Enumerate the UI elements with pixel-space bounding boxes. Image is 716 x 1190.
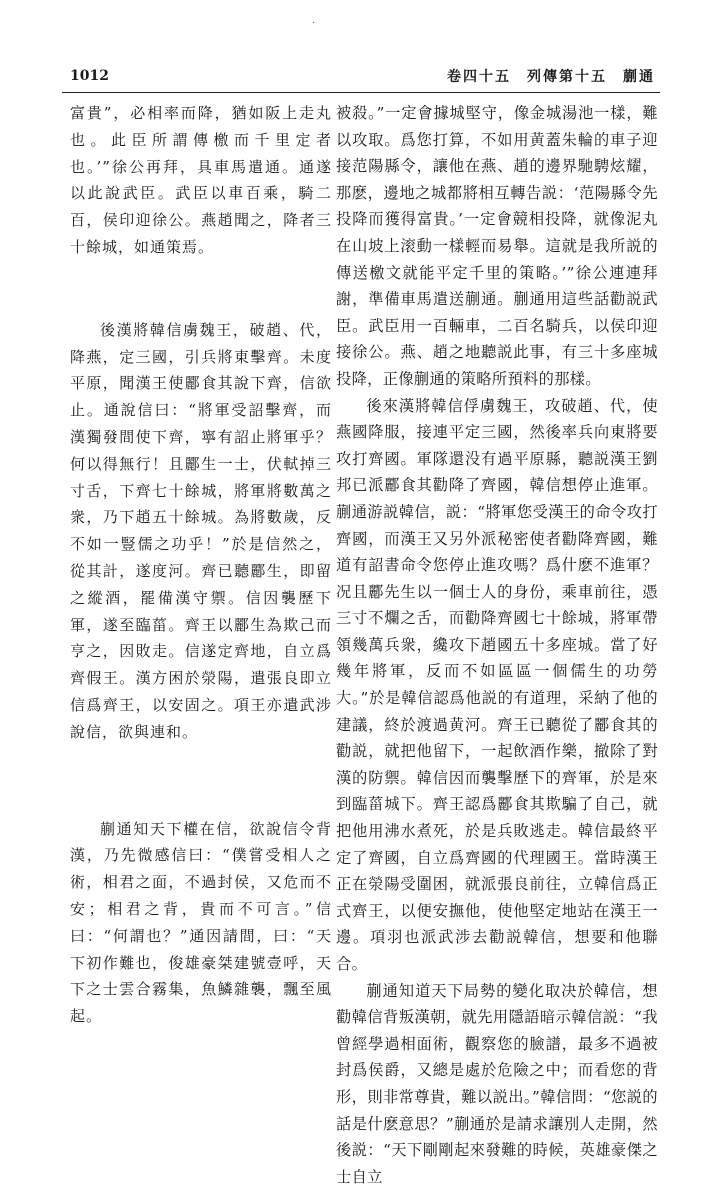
translation-column [336, 100, 658, 1186]
translation-paragraph-2: 後來漢將韓信俘虜魏王，攻破趙、代，使燕國降服，接連平定三國，然後率兵向東將要攻打齊國。軍隊還没有過平原縣，聽説漢王劉邦已派酈食其勸降了齊國，韓信想停止進軍。蒯通游説韓信，説：“將軍您受漢王的命令攻打齊國，而漢王又另外派秘密使者勸降齊國，難道有詔書命令您停止進攻嗎？爲什麽不進軍？况且酈先生以一個士人的身份，乘車前往，憑三寸不爛之舌，而勸降齊國七十餘城，將軍帶領幾萬兵衆，纔攻下趙國五十多座城。當了好幾年將軍，反而不如區區一個儒生的功勞大。”於是韓信認爲他説的有道理，采納了他的建議，終於渡過黄河。齊王已聽從了酈食其的勸説，就把他留下，一起飲酒作樂，撤除了對漢的防禦。韓信因而襲擊歷下的齊軍，於是來到臨菑城下。齊王認爲酈食其欺騙了自己，就把他用沸水煮死，於是兵敗逃走。韓信最終平定了齊國，自立爲齊國的代理國王。當時漢王正在滎陽受圍困，就派張良前往，立韓信爲正式齊王，以便安撫他，使他堅定地站在漢王一邊。項羽也派武涉去勸説韓信，想要和他聯合。 [336, 396, 658, 973]
running-head: 卷四十五 列傳第十五 蒯通 [447, 69, 655, 85]
header-rule [62, 92, 660, 93]
classical-paragraph-3: 蒯通知天下權在信，欲說信令背漢，乃先微感信曰：“僕嘗受相人之術，相君之面，不過封侯，又危而不安；相君之背，貴而不可言。”信曰：“何謂也？”通因請間，曰：“天下初作難也，俊雄豪桀建號壹呼，天下之士雲合霧集，魚鱗雜襲，飄至風起。 [70, 819, 332, 1026]
page-header [70, 64, 655, 88]
scan-mark: · [312, 18, 316, 29]
page-number: 1012 [70, 68, 109, 84]
classical-paragraph-1: 富貴”，必相率而降，猶如阪上走丸也。此臣所謂傳檄而千里定者也。’”徐公再拜，具車馬遣通。通遂以此說武臣。武臣以車百乘，騎二百，侯印迎徐公。燕趙聞之，降者三十餘城，如通策焉。 [70, 104, 332, 256]
translation-paragraph-1: 被殺。”一定會據城堅守，像金城湯池一樣，難以攻取。爲您打算，不如用黄蓋朱輪的車子迎接范陽縣令，讓他在燕、趙的邊界馳騁炫耀，那麽，邊地之城都將相互轉告説：‘范陽縣令先投降而獲得富貴。’一定會競相投降，就像泥丸在山坡上滚動一樣輕而易舉。這就是我所説的傳送檄文就能平定千里的策略。’”徐公連連拜謝，準備車馬遣送蒯通。蒯通用這些話勸説武臣。武臣用一百輛車，二百名騎兵，以侯印迎接徐公。燕、趙之地聽説此事，有三十多座城投降，正像蒯通的策略所預料的那樣。 [336, 104, 658, 388]
classical-paragraph-2: 後漢將韓信虜魏王，破趙、代，降燕，定三國，引兵將東擊齊。未度平原，聞漢王使酈食其說下齊，信欲止。通說信曰：“將軍受詔擊齊，而漢獨發間使下齊，寧有詔止將軍乎？何以得無行！且酈生一士，伏軾掉三寸舌，下齊七十餘城，將軍將數萬之衆，乃下趙五十餘城。為將數歲，反不如一豎儒之功乎！”於是信然之，從其計，遂度河。齊已聽酈生，即留之縱酒，罷備漢守禦。信因襲歷下軍，遂至臨菑。齊王以酈生為欺己而亨之，因敗走。信遂定齊地，自立爲齊假王。漢方困於滎陽，遣張良即立信爲齊王，以安固之。項王亦遣武涉說信，欲與連和。 [70, 320, 332, 741]
translation-paragraph-3: 蒯通知道天下局勢的變化取决於韓信，想勸韓信背叛漢朝，就先用隱語暗示韓信説：“我曾經學過相面術，觀察您的臉譜，最多不過被封爲侯爵，又總是處於危險之中；而看您的背形，則非常尊貴，難以説出。”韓信問：“您説的話是什麽意思？”蒯通於是請求讓別人走開，然後説：“天下剛剛起來發難的時候，英雄豪傑之士自立 [336, 981, 658, 1186]
classical-text-column [70, 100, 332, 1026]
